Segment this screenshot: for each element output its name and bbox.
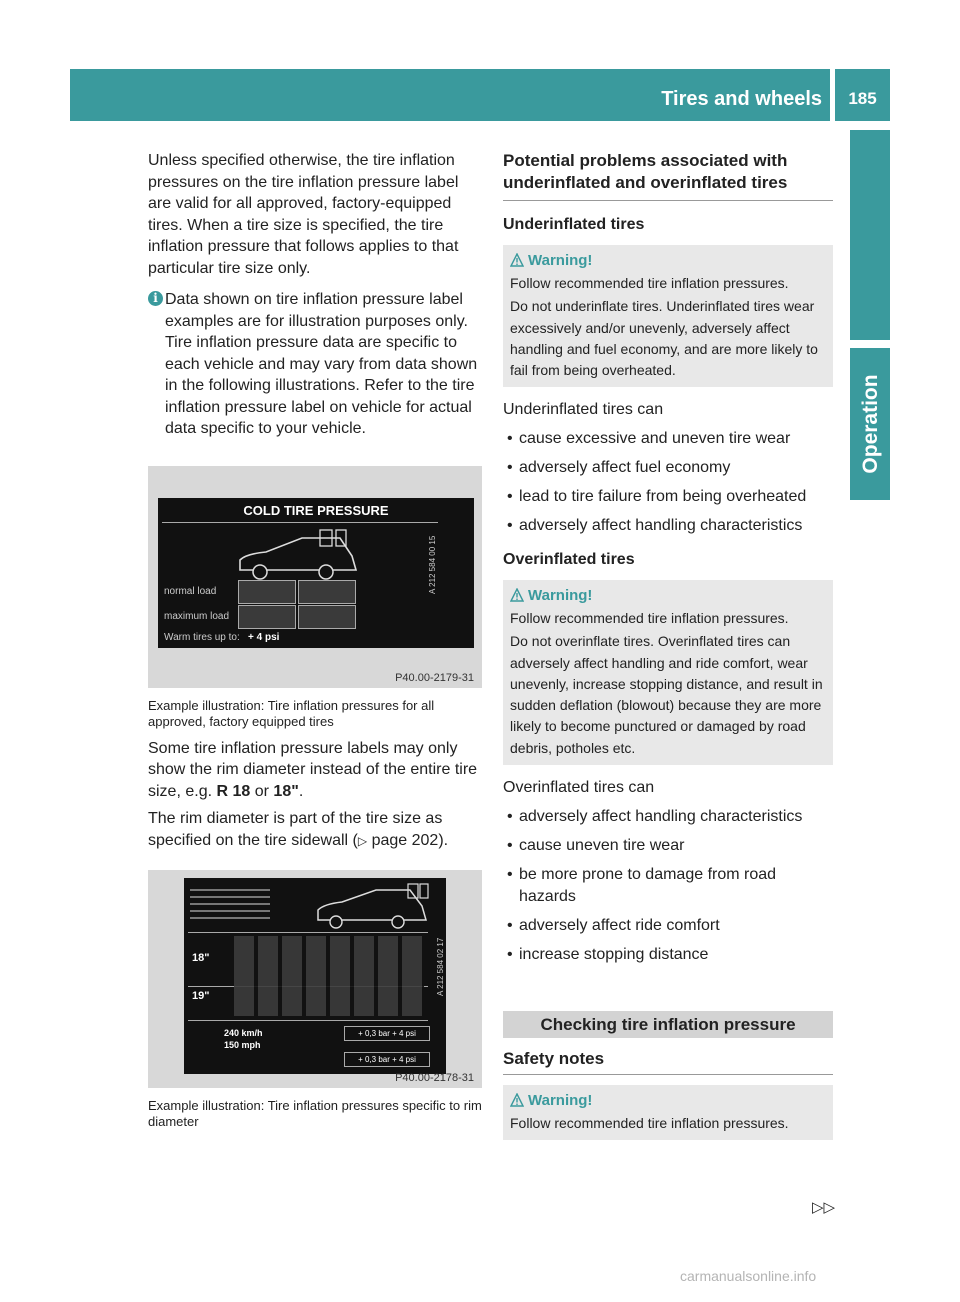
sidewall-text: The rim diameter is part of the tire size as specified on the tire sidewall ( bbox=[148, 810, 443, 849]
figure-caption: Example illustration: Tire inflation pressures for all approved, factory equipped tires bbox=[148, 697, 435, 729]
warning-title bbox=[510, 251, 827, 271]
side-tab-label: Operation bbox=[859, 374, 882, 474]
warning-title bbox=[510, 586, 827, 606]
page-reference-link[interactable]: page 202 bbox=[371, 831, 439, 849]
rim-example-18: 18" bbox=[273, 782, 299, 800]
car-silhouette-icon bbox=[314, 882, 434, 932]
warning-text bbox=[510, 608, 827, 759]
row-maximum-load: maximum load bbox=[164, 610, 230, 622]
row-normal-load: normal load bbox=[164, 585, 217, 597]
left-column bbox=[148, 150, 482, 1130]
continue-arrows-icon: ▷▷ bbox=[812, 1199, 836, 1216]
watermark: carmanualsonline.info bbox=[680, 1268, 817, 1284]
list-item: • cause uneven tire wear bbox=[503, 835, 833, 857]
label-title: COLD TIRE PRESSURE bbox=[243, 502, 389, 518]
label-text-lines bbox=[190, 884, 270, 924]
row-19-inch: 19" bbox=[192, 990, 210, 1002]
warning-line-2: Do not underinflate tires. Underinflated tires wear excessively and/or unevenly, adversely affect handling and fuel economy, and are more likely to fail from being overheated. bbox=[510, 298, 818, 379]
speed-value-2: 150 mph bbox=[224, 1040, 261, 1050]
blurred-value-grid bbox=[234, 936, 424, 1016]
blurred-value-cell bbox=[238, 605, 296, 629]
safety-notes-heading: Safety notes bbox=[503, 1048, 833, 1075]
warning-title bbox=[510, 1091, 827, 1111]
chapter-title: Tires and wheels bbox=[661, 88, 822, 110]
blurred-value-cell bbox=[298, 580, 356, 604]
figure-code: P40.00-2178-31 bbox=[395, 1072, 474, 1084]
list-item: • increase stopping distance bbox=[503, 944, 833, 966]
warning-line-1: Follow recommended tire inflation pressures. bbox=[510, 609, 789, 626]
right-column bbox=[503, 150, 833, 1140]
row-18-inch: 18" bbox=[192, 952, 210, 964]
adjust-box-2: + 0,3 bar + 4 psi bbox=[344, 1052, 430, 1067]
section-title: Potential problems associated with underinflated and overinflated tires bbox=[503, 150, 833, 201]
sidewall-text-end: ). bbox=[438, 831, 449, 849]
underinflated-list bbox=[503, 428, 833, 537]
list-item: • be more prone to damage from road hazards bbox=[503, 864, 833, 907]
label-divider bbox=[162, 522, 438, 523]
warning-line-1: Follow recommended tire inflation pressures. bbox=[510, 1115, 789, 1132]
car-silhouette-icon bbox=[236, 526, 366, 586]
tire-pressure-label bbox=[158, 498, 474, 648]
label-side-code: A 212 584 00 15 bbox=[428, 535, 437, 594]
underinflated-heading: Underinflated tires bbox=[503, 216, 645, 233]
label-side-code: A 212 584 02 17 bbox=[436, 937, 445, 996]
warning-triangle-icon bbox=[510, 253, 524, 267]
figure-rim-diameter bbox=[148, 870, 482, 1088]
rim-text-or: or bbox=[254, 782, 269, 800]
sidewall-paragraph bbox=[148, 808, 482, 852]
warning-box-safety bbox=[503, 1085, 833, 1140]
rim-diameter-paragraph bbox=[148, 738, 482, 803]
grid-divider bbox=[188, 932, 428, 933]
row-warm-tires: Warm tires up to: bbox=[164, 631, 240, 643]
warning-triangle-icon bbox=[510, 588, 524, 602]
underinflated-intro: Underinflated tires can bbox=[503, 401, 664, 419]
overinflated-heading: Overinflated tires bbox=[503, 550, 635, 568]
overinflated-list bbox=[503, 806, 833, 965]
blurred-value-cell bbox=[298, 605, 356, 629]
side-tab bbox=[850, 348, 890, 500]
adjust-box-1: + 0,3 bar + 4 psi bbox=[344, 1026, 430, 1041]
tire-pressure-label-rim bbox=[184, 878, 446, 1074]
info-text: Data shown on tire inflation pressure label examples are for illustration purposes only. Tire inflation pressure data are specific to each vehicle and may vary from data shown in the following illustrations. Refer to the tire inflation pressure label on vehicle for actual data specific to your vehicle. bbox=[165, 291, 478, 437]
warning-box-overinflated bbox=[503, 580, 833, 765]
warning-line-1: Follow recommended tire inflation pressures. bbox=[510, 275, 789, 291]
warning-text bbox=[510, 1113, 827, 1134]
info-note bbox=[148, 289, 482, 440]
warning-box-underinflated bbox=[503, 245, 833, 387]
page-ref-arrow-icon: ▷ bbox=[357, 833, 368, 848]
list-item: • adversely affect handling characteristics bbox=[503, 515, 833, 537]
side-tab-marker bbox=[850, 130, 890, 340]
warning-line-2: Do not overinflate tires. Overinflated tires can adversely affect handling and ride comfort, wear unevenly, increase stopping distance, and result in sudden deflation (blowout) because they are more likely to become punctured or damaged by road debris, potholes etc. bbox=[510, 633, 823, 756]
warning-triangle-icon bbox=[510, 1093, 524, 1107]
figure-code: P40.00-2179-31 bbox=[395, 671, 474, 684]
list-item: • lead to tire failure from being overheated bbox=[503, 486, 833, 508]
warning-text bbox=[510, 273, 827, 381]
warning-label: Warning! bbox=[528, 252, 593, 269]
figure-caption: Example illustration: Tire inflation pressures specific to rim diameter bbox=[148, 1098, 482, 1129]
warning-label: Warning! bbox=[528, 1092, 593, 1110]
list-item: • cause excessive and uneven tire wear bbox=[503, 428, 833, 450]
rim-example-r18: R 18 bbox=[216, 782, 251, 800]
checking-pressure-heading: Checking tire inflation pressure bbox=[503, 1011, 833, 1038]
page-number: 185 bbox=[835, 69, 890, 121]
list-item: • adversely affect fuel economy bbox=[503, 457, 833, 479]
blurred-value-cell bbox=[238, 580, 296, 604]
row-warm-tires-value: + 4 psi bbox=[248, 631, 280, 643]
speed-value-1: 240 km/h bbox=[224, 1028, 263, 1038]
list-item: • adversely affect ride comfort bbox=[503, 915, 833, 937]
grid-divider bbox=[188, 1020, 428, 1021]
list-item: • adversely affect handling characteristics bbox=[503, 806, 833, 828]
rim-text: Some tire inflation pressure labels may only show the rim diameter instead of the entire tire size, e.g. bbox=[148, 739, 478, 800]
rim-text-end: . bbox=[298, 782, 304, 800]
overinflated-intro: Overinflated tires can bbox=[503, 779, 655, 797]
figure-cold-tire-pressure bbox=[148, 466, 482, 688]
warning-label: Warning! bbox=[528, 586, 593, 604]
info-icon: i bbox=[148, 291, 163, 306]
intro-paragraph: Unless specified otherwise, the tire inflation pressures on the tire inflation pressure label are valid for all approved, factory-equipped tires. When a tire size is specified, the tire inflation pressure that follows applies to that particular tire size only. bbox=[148, 152, 459, 277]
